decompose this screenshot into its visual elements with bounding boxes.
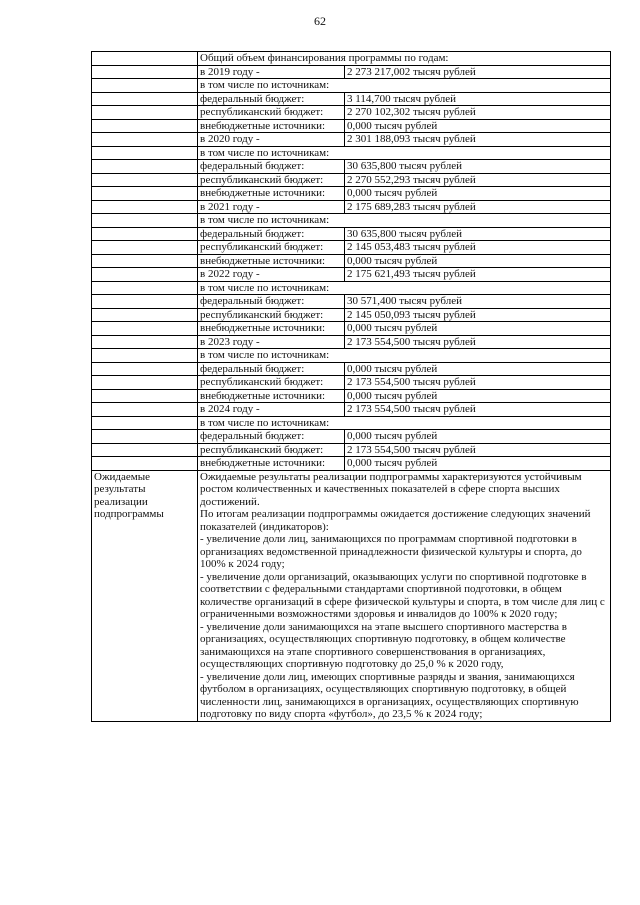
empty-label-cell: [92, 52, 198, 66]
federal-row: [92, 92, 611, 106]
results-paragraph: По итогам реализации подпрограммы ожидается достижение следующих значений показателей (индикаторов):: [200, 508, 591, 533]
republican-label: республиканский бюджет:: [198, 173, 345, 187]
sources-label: в том числе по источникам:: [198, 214, 611, 228]
sources-row: [92, 349, 611, 363]
extrabudget-row: [92, 389, 611, 403]
empty-label-cell: [92, 389, 198, 403]
financing-header: Общий объем финансирования программы по годам:: [198, 52, 611, 66]
extrabudget-value: 0,000 тысяч рублей: [345, 187, 611, 201]
results-text: [198, 470, 611, 721]
sources-label: в том числе по источникам:: [198, 79, 611, 93]
federal-value: 30 635,800 тысяч рублей: [345, 160, 611, 174]
federal-value: 0,000 тысяч рублей: [345, 430, 611, 444]
sources-label: в том числе по источникам:: [198, 349, 611, 363]
republican-label: республиканский бюджет:: [198, 106, 345, 120]
results-paragraph: - увеличение доли занимающихся на этапе высшего спортивного мастерства в организациях, осуществляющих спортивную подготовку, в общем количестве занимающихся на этапе спортивного совершенствования в организациях, осуществляющих спортивную подготовку до 25,0 % к 2020 году,: [200, 620, 567, 670]
empty-label-cell: [92, 349, 198, 363]
federal-row: [92, 295, 611, 309]
year-label: в 2020 году -: [198, 133, 345, 147]
empty-label-cell: [92, 119, 198, 133]
federal-value: 30 635,800 тысяч рублей: [345, 227, 611, 241]
year-label: в 2022 году -: [198, 268, 345, 282]
federal-label: федеральный бюджет:: [198, 430, 345, 444]
extrabudget-value: 0,000 тысяч рублей: [345, 322, 611, 336]
empty-label-cell: [92, 322, 198, 336]
empty-label-cell: [92, 106, 198, 120]
federal-label: федеральный бюджет:: [198, 160, 345, 174]
empty-label-cell: [92, 214, 198, 228]
year-row: [92, 403, 611, 417]
extrabudget-row: [92, 322, 611, 336]
federal-value: 0,000 тысяч рублей: [345, 362, 611, 376]
republican-label: республиканский бюджет:: [198, 308, 345, 322]
year-label: в 2023 году -: [198, 335, 345, 349]
republican-label: республиканский бюджет:: [198, 376, 345, 390]
empty-label-cell: [92, 295, 198, 309]
republican-row: [92, 173, 611, 187]
year-row: [92, 268, 611, 282]
sources-row: [92, 281, 611, 295]
year-label: в 2024 году -: [198, 403, 345, 417]
empty-label-cell: [92, 281, 198, 295]
empty-label-cell: [92, 160, 198, 174]
empty-label-cell: [92, 457, 198, 471]
year-row: [92, 335, 611, 349]
year-row: [92, 65, 611, 79]
republican-label: республиканский бюджет:: [198, 241, 345, 255]
sources-label: в том числе по источникам:: [198, 281, 611, 295]
republican-row: [92, 241, 611, 255]
extrabudget-value: 0,000 тысяч рублей: [345, 389, 611, 403]
federal-row: [92, 227, 611, 241]
empty-label-cell: [92, 335, 198, 349]
year-row: [92, 133, 611, 147]
republican-row: [92, 443, 611, 457]
financing-header-row: [92, 52, 611, 66]
empty-label-cell: [92, 416, 198, 430]
sources-row: [92, 214, 611, 228]
year-total: 2 173 554,500 тысяч рублей: [345, 403, 611, 417]
extrabudget-value: 0,000 тысяч рублей: [345, 254, 611, 268]
extrabudget-label: внебюджетные источники:: [198, 254, 345, 268]
federal-row: [92, 362, 611, 376]
extrabudget-value: 0,000 тысяч рублей: [345, 119, 611, 133]
empty-label-cell: [92, 254, 198, 268]
results-paragraph: - увеличение доли лиц, имеющих спортивные разряды и звания, занимающихся футболом в организациях, осуществляющих спортивную подготовку, в общей численности лиц, занимающихся в организациях, осуществляющих спортивную подготовку по виду спорта «футбол», до 23,5 % к 2024 году;: [200, 670, 579, 720]
empty-label-cell: [92, 200, 198, 214]
republican-row: [92, 376, 611, 390]
results-paragraph: - увеличение доли организаций, оказывающих услуги по спортивной подготовке в соответствии с федеральными стандартами спортивной подготовки, в общем количестве организаций в сфере физической культуры и спорта, в том числе для лиц с ограниченными возможностями здоровья и инвалидов до 100% к 2020 году;: [200, 570, 605, 620]
empty-label-cell: [92, 187, 198, 201]
republican-row: [92, 106, 611, 120]
results-section: [92, 470, 611, 721]
empty-label-cell: [92, 430, 198, 444]
federal-row: [92, 430, 611, 444]
year-label: в 2021 году -: [198, 200, 345, 214]
year-total: 2 175 621,493 тысяч рублей: [345, 268, 611, 282]
sources-row: [92, 146, 611, 160]
extrabudget-label: внебюджетные источники:: [198, 119, 345, 133]
republican-label: республиканский бюджет:: [198, 443, 345, 457]
empty-label-cell: [92, 376, 198, 390]
federal-value: 30 571,400 тысяч рублей: [345, 295, 611, 309]
results-paragraph: Ожидаемые результаты реализации подпрограммы характеризуются устойчивым ростом количественных и качественных показателей в сфере спорта высших достижений.: [200, 470, 582, 508]
empty-label-cell: [92, 79, 198, 93]
federal-label: федеральный бюджет:: [198, 227, 345, 241]
sources-label: в том числе по источникам:: [198, 146, 611, 160]
year-total: 2 175 689,283 тысяч рублей: [345, 200, 611, 214]
extrabudget-label: внебюджетные источники:: [198, 389, 345, 403]
extrabudget-row: [92, 254, 611, 268]
year-total: 2 301 188,093 тысяч рублей: [345, 133, 611, 147]
results-label: Ожидаемые результаты реализации подпрограммы: [92, 470, 198, 721]
page-number: 62: [314, 14, 326, 28]
extrabudget-label: внебюджетные источники:: [198, 322, 345, 336]
empty-label-cell: [92, 65, 198, 79]
sources-row: [92, 416, 611, 430]
empty-label-cell: [92, 227, 198, 241]
results-row: [92, 470, 611, 721]
empty-label-cell: [92, 241, 198, 255]
republican-value: 2 270 102,302 тысяч рублей: [345, 106, 611, 120]
empty-label-cell: [92, 362, 198, 376]
extrabudget-row: [92, 457, 611, 471]
results-paragraph: - увеличение доли лиц, занимающихся по программам спортивной подготовки в организациях ведомственной принадлежности физической культуры и спорта, до 100% к 2024 году;: [200, 533, 582, 570]
federal-label: федеральный бюджет:: [198, 295, 345, 309]
federal-value: 3 114,700 тысяч рублей: [345, 92, 611, 106]
republican-value: 2 173 554,500 тысяч рублей: [345, 443, 611, 457]
empty-label-cell: [92, 92, 198, 106]
republican-value: 2 173 554,500 тысяч рублей: [345, 376, 611, 390]
empty-label-cell: [92, 268, 198, 282]
year-label: в 2019 году -: [198, 65, 345, 79]
financing-body: [92, 52, 611, 471]
republican-value: 2 145 050,093 тысяч рублей: [345, 308, 611, 322]
empty-label-cell: [92, 403, 198, 417]
year-total: 2 173 554,500 тысяч рублей: [345, 335, 611, 349]
empty-label-cell: [92, 308, 198, 322]
empty-label-cell: [92, 443, 198, 457]
extrabudget-label: внебюджетные источники:: [198, 187, 345, 201]
sources-label: в том числе по источникам:: [198, 416, 611, 430]
federal-label: федеральный бюджет:: [198, 362, 345, 376]
extrabudget-label: внебюджетные источники:: [198, 457, 345, 471]
extrabudget-row: [92, 119, 611, 133]
federal-row: [92, 160, 611, 174]
year-row: [92, 200, 611, 214]
empty-label-cell: [92, 173, 198, 187]
empty-label-cell: [92, 146, 198, 160]
financing-table: [91, 51, 611, 722]
federal-label: федеральный бюджет:: [198, 92, 345, 106]
sources-row: [92, 79, 611, 93]
extrabudget-row: [92, 187, 611, 201]
republican-value: 2 145 053,483 тысяч рублей: [345, 241, 611, 255]
republican-row: [92, 308, 611, 322]
empty-label-cell: [92, 133, 198, 147]
year-total: 2 273 217,002 тысяч рублей: [345, 65, 611, 79]
republican-value: 2 270 552,293 тысяч рублей: [345, 173, 611, 187]
extrabudget-value: 0,000 тысяч рублей: [345, 457, 611, 471]
